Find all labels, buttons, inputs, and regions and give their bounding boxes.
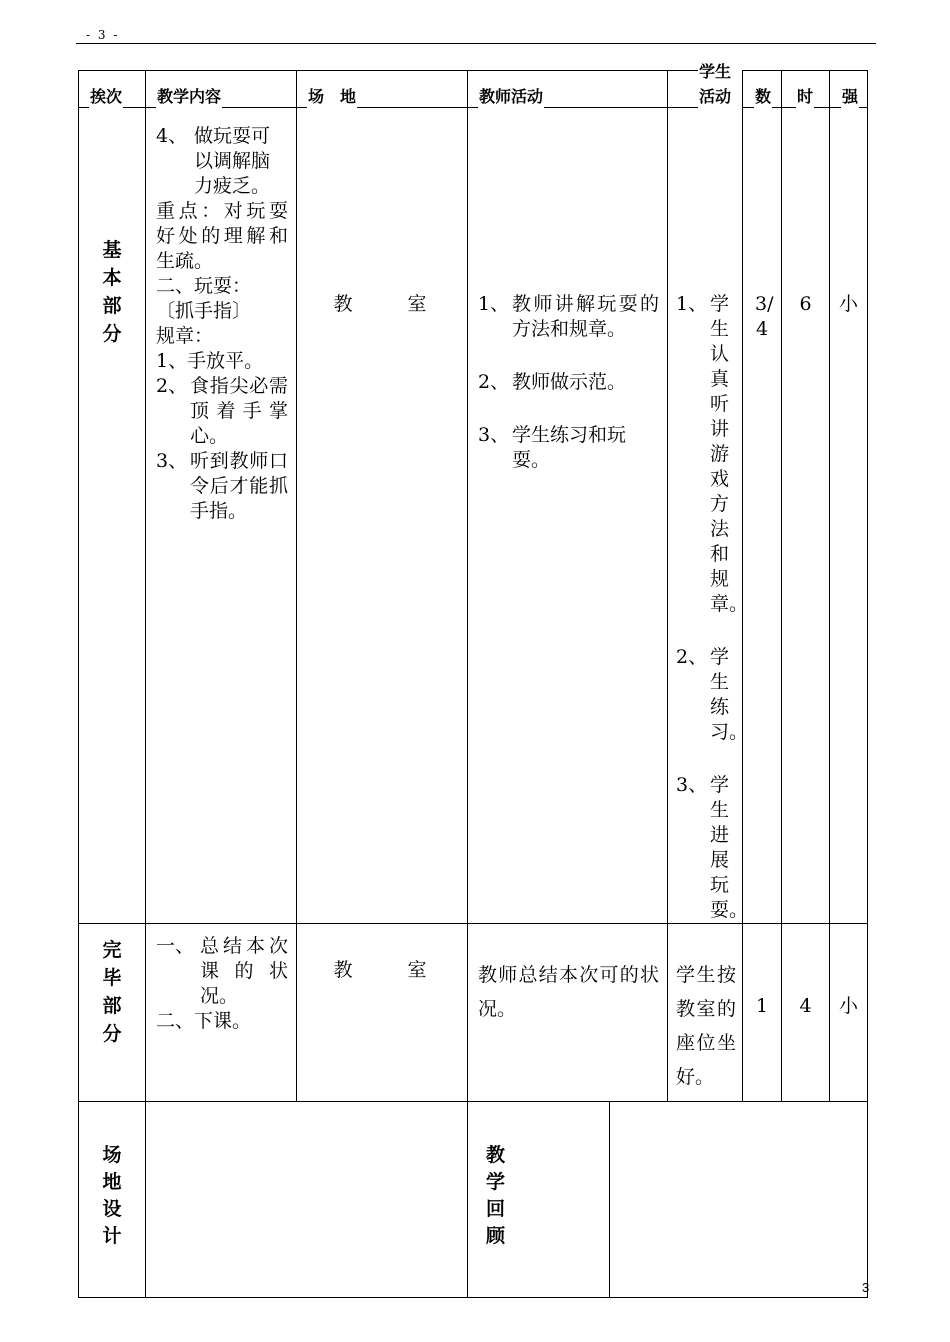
ending-section-label: 完毕部分	[102, 939, 122, 1045]
basic-section-row	[79, 108, 868, 924]
student-activity-1: 1、 学生认真听讲游戏方法和规章。	[676, 293, 749, 615]
ending-content	[146, 924, 296, 1034]
ending-intensity: 小	[838, 995, 858, 1017]
basic-intensity: 小	[838, 293, 858, 315]
student-activity-3: 3、 学生进展玩耍。	[676, 774, 749, 921]
teacher-activity-3: 3、 学生练习和玩耍。	[478, 424, 627, 471]
game-title: 二、玩耍：	[156, 275, 252, 297]
basic-venue: 教 室	[333, 293, 445, 315]
student-activity-2: 2、 学生练习。	[676, 646, 749, 743]
col-header-order: 挨次	[89, 84, 123, 109]
site-design-label: 场地设计	[102, 1144, 122, 1247]
col-header-count: 数	[754, 84, 772, 109]
content-item-4: 4、 做玩耍可以调解脑力疲乏。	[156, 125, 271, 197]
teacher-activity-1: 1、 教师讲解玩耍的方法和规章。	[478, 293, 659, 340]
design-review-row	[79, 1102, 868, 1298]
basic-count: 3/4	[755, 293, 774, 340]
col-header-student: 学生活动	[698, 59, 742, 109]
rule-3: 3、 听到教师口令后才能抓手指。	[156, 450, 288, 522]
focus-point: 重点：对玩耍好处的理解和生疏。	[156, 200, 288, 272]
page-marker: - 3 -	[86, 28, 120, 42]
col-header-time: 时	[796, 84, 814, 109]
game-name: 〔抓手指〕	[156, 300, 252, 322]
ending-item-2: 二、下课。	[156, 1010, 252, 1032]
ending-item-1: 一、 总结本次课的状况。	[156, 935, 288, 1007]
teacher-activity-2: 2、 教师做示范。	[478, 371, 627, 393]
col-header-venue: 场 地	[307, 84, 357, 109]
ending-section-row	[79, 924, 868, 1102]
rule-2: 2、 食指尖必需顶着手掌心。	[156, 375, 288, 447]
basic-section-label: 基本部分	[102, 239, 122, 345]
basic-time: 6	[799, 293, 812, 315]
ending-student-activity: 学生按教室的座位坐好。	[676, 964, 736, 1088]
teaching-review-label: 教学回顾	[486, 1144, 506, 1247]
ending-venue: 教 室	[333, 959, 445, 981]
rules-title: 规章：	[156, 325, 214, 347]
basic-content	[146, 108, 296, 524]
ending-count: 1	[755, 995, 769, 1017]
page-number: 3	[862, 1280, 870, 1295]
ending-teacher-activity: 教师总结本次可的状况。	[478, 964, 659, 1020]
header-rule	[76, 43, 876, 44]
col-header-teacher: 教师活动	[478, 84, 544, 109]
basic-student-activities	[668, 292, 749, 923]
col-header-content: 教学内容	[156, 84, 222, 109]
header-row	[79, 71, 868, 108]
basic-teacher-activities	[468, 292, 667, 473]
col-header-intensity: 强	[841, 84, 859, 109]
lesson-plan-table	[78, 62, 868, 1298]
ending-time: 4	[799, 995, 812, 1017]
rule-1: 1、手放平。	[156, 350, 264, 372]
